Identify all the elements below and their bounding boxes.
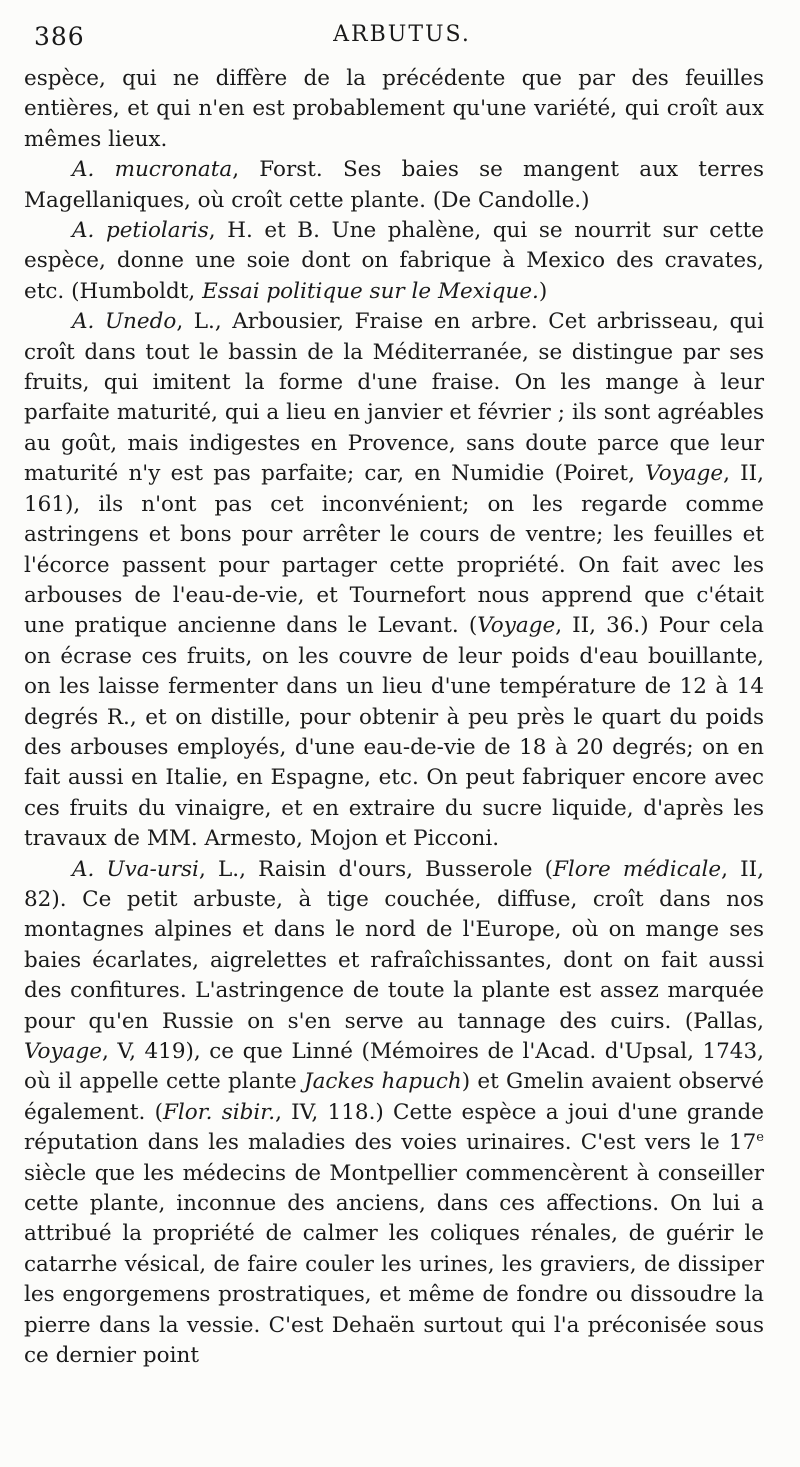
entry-unedo bbox=[24, 307, 764, 854]
paragraph-text: , II, 36.) Pour cela on écrase ces fruits, on les couvre de leur poids d'eau bouillante, on les laisse fermenter dans un lieu d'une température de 12 à 14 degrés R., et on distille, pour obtenir à peu près le quart du poids des arbouses employés, d'une eau-de-vie de 18 à 20 degrés; on en fait aussi en Italie, en Espagne, etc. On peut fabriquer encore avec ces fruits du vinaigre, et en extraire du sucre liquide, d'après les travaux de MM. Armesto, Mojon et Picconi. bbox=[24, 613, 764, 852]
paragraph-text: , II, 82). Ce petit arbuste, à tige couchée, diffuse, croît dans nos montagnes alpines et dans le nord de l'Europe, où on mange ses baies écarlates, aigrelettes et rafraîchissantes, dont on fait aussi des confitures. L'astringence de toute la plante est assez marquée pour qu'en Russie on s'en serve au tannage des cuirs. (Pallas, bbox=[24, 856, 764, 1034]
entry-uva-ursi bbox=[24, 855, 764, 1372]
work-title: Flor. sibir. bbox=[163, 1099, 276, 1125]
paragraph-text: ) bbox=[538, 278, 548, 304]
species-name: A. Uva-ursi bbox=[72, 856, 199, 882]
paragraph-text: , L., Raisin d'ours, Busserole ( bbox=[198, 856, 554, 882]
paragraph-text: siècle que les médecins de Montpellier commencèrent à conseiller cette plante, inconnue des anciens, dans ces affections. On lui a attribué la propriété de calmer les coliques rénales, de guérir le catarrhe vésical, de faire couler les urines, les graviers, de dissiper les engorgemens prostratiques, et même de fondre ou dissoudre la pierre dans la vessie. C'est Dehaën surtout qui l'a préconisée sous ce dernier point bbox=[24, 1160, 764, 1369]
page-number: 386 bbox=[34, 22, 85, 51]
paragraph-text: , H. et B. Une phalène, qui se nourrit sur cette espèce, donne une soie dont on fabrique à Mexico des cravates, etc. (Humboldt, bbox=[24, 218, 764, 304]
paragraph-text: ) et Gmelin avaient observé également. ( bbox=[24, 1069, 764, 1125]
paragraph-text: espèce, qui ne diffère de la précédente que par des feuilles entières, et qui n'en est probablement qu'une variété, qui croît aux mêmes lieux. bbox=[24, 66, 764, 152]
superscript: e bbox=[756, 1130, 764, 1146]
work-title: Voyage bbox=[477, 613, 556, 639]
work-title: Flore médicale bbox=[553, 856, 722, 882]
entry-petiolaris bbox=[24, 216, 764, 307]
paragraph-continuation bbox=[24, 64, 764, 155]
work-title: Voyage bbox=[645, 461, 724, 487]
paragraph-text: , Forst. Ses baies se mangent aux terres Magellaniques, où croît cette plante. (De Candolle.) bbox=[24, 157, 764, 213]
work-title: Voyage bbox=[24, 1039, 102, 1064]
body-text bbox=[24, 64, 764, 1371]
species-name: A. petiolaris bbox=[72, 218, 209, 244]
page-header bbox=[34, 22, 770, 58]
work-title: Essai politique sur le Mexique. bbox=[202, 278, 539, 304]
work-title: Jackes hapuch bbox=[303, 1069, 462, 1095]
species-name: A. mucronata bbox=[72, 157, 233, 183]
species-name: A. Unedo bbox=[72, 309, 177, 335]
paragraph-text: , IV, 118.) Cette espèce a joui d'une grande réputation dans les maladies des voies urinaires. C'est vers le 17 bbox=[24, 1099, 765, 1156]
running-title: ARBUTUS. bbox=[333, 22, 471, 47]
entry-mucronata bbox=[24, 155, 764, 216]
paragraph-text: , II, 161), ils n'ont pas cet inconvénient; on les regarde comme astringens et bons pour arrêter le cours de ventre; les feuilles et l'écorce passent pour partager cette propriété. On fait avec les arbouses de l'eau-de-vie, et Tournefort nous apprend que c'était une pratique ancienne dans le Levant. ( bbox=[24, 461, 764, 639]
paragraph-text: , L., Arbousier, Fraise en arbre. Cet arbrisseau, qui croît dans tout le bassin de la Méditerranée, se distingue par ses fruits, qui imitent la forme d'une fraise. On les mange à leur parfaite maturité, qui a lieu en janvier et février ; ils sont agréables au goût, mais indigestes en Provence, sans doute parce que leur maturité n'y est pas parfaite; car, en Numidie (Poiret, bbox=[24, 309, 764, 487]
paragraph-text: , V, 419), ce que Linné (Mémoires de l'Acad. d'Upsal, 1743, où il appelle cette plante bbox=[24, 1039, 764, 1095]
